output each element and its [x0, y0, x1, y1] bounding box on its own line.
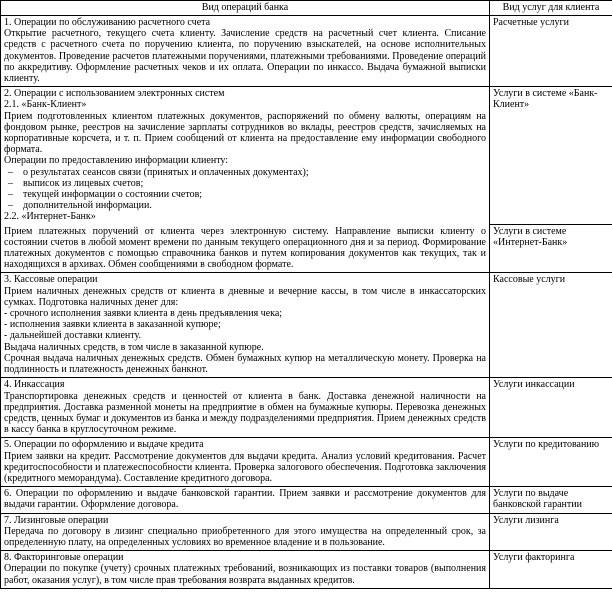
table-row	[1, 273, 612, 378]
table-row	[1, 225, 612, 273]
service-label: Услуги лизинга	[493, 514, 559, 526]
list-item-text: выписок из лицевых счетов;	[23, 177, 144, 189]
row-line: 2.1. «Банк-Клиент»	[4, 99, 87, 111]
service-cell	[490, 378, 612, 438]
row-line: Выдача наличных средств, в том числе в заказанной купюре.	[4, 341, 264, 353]
operations-cell	[1, 87, 490, 225]
table-row	[1, 487, 612, 513]
service-cell	[490, 513, 612, 551]
list-item-text: дополнительной информации.	[23, 200, 152, 212]
table-row	[1, 87, 612, 225]
row-paragraph: Срочная выдача наличных денежных средств. Обмен бумажных купюр на металлическую монету. Проверка на подлинность и платежность денежных банкнот.	[4, 352, 486, 376]
row-line: 1. Операции по обслуживанию расчетного счета	[4, 17, 211, 28]
dash-marker: –	[8, 189, 13, 201]
service-cell	[490, 438, 612, 487]
row-line: 4. Инкассация	[4, 379, 65, 391]
row-line: - дальнейшей доставки клиенту.	[4, 330, 141, 342]
table-row	[1, 551, 612, 589]
row-line: 2.2. «Интернет-Банк»	[4, 211, 96, 223]
list-item-text: о результатах сеансов связи (принятых и оплаченных документах);	[23, 166, 309, 178]
dash-marker: –	[8, 166, 13, 178]
table-header	[1, 1, 612, 16]
row-paragraph: Открытие расчетного, текущего счета клиенту. Зачисление средств на расчетный счет клиента. Списание средств с расчетного счета по поручению клиента, по поручению взыскателей, на основе исполнительных документов. Проведение расчетов платежными поручениями, платежными требованиями. Проведение операций по аккредитиву. Оформление расчетных чеков и их оплата. Операции по инкассо. Выдача бумажной выписки клиенту.	[4, 28, 486, 85]
row-paragraph: Прием платежных поручений от клиента через электронную систему. Направление выписки клиенту о состоянии счетов в любой момент времени по данным текущего операционного дня и за период. Формирование платежных документов с помощью справочника банков и путем копирования документов как текущих, так и находящихся в архивах. Обмен сообщениями в свободном формате.	[4, 225, 486, 271]
row-line: 8. Факторинговые операции	[4, 552, 124, 564]
row-line: 2. Операции с использованием электронных систем	[4, 88, 225, 100]
list-item	[4, 178, 486, 189]
table-row	[1, 438, 612, 487]
list-item	[4, 189, 486, 200]
service-label: Услуги факторинга	[493, 552, 575, 564]
operations-cell	[1, 16, 490, 87]
row-paragraph: Транспортировка денежных средств и ценностей от клиента в банк. Доставка денежной наличности на предприятия. Доставка разменной монеты на предприятие в обмен на бумажные купюры. Перевозка денежных средств, ценных бумаг и документов из банка и между подразделениями предприятия. Прием денежных средств в кассу банка в круглосуточном режиме.	[4, 390, 486, 436]
operations-cell	[1, 378, 490, 438]
service-label: Услуги инкассации	[493, 379, 575, 391]
service-cell	[490, 487, 612, 513]
col-header-services: Вид услуг для клиента	[490, 1, 612, 16]
row-paragraph: Прием наличных денежных средств от клиента в дневные и вечерние кассы, в том числе в инкассаторских сумках. Подготовка наличных денег для:	[4, 285, 486, 308]
service-label: Кассовые услуги	[493, 274, 566, 286]
row-line: - срочного исполнения заявки клиента в день предъявления чека;	[4, 308, 283, 320]
list-item	[4, 200, 486, 211]
service-label: Услуги в системе «Интернет-Банк»	[493, 226, 568, 249]
dash-marker: –	[8, 200, 13, 212]
row-line: 5. Операции по оформлению и выдаче кредита	[4, 439, 204, 451]
service-cell	[490, 225, 612, 273]
row-paragraph: Передача по договору в лизинг специально приобретенного для этого имущества на определенный срок, за определенную плату, на определенных условиях во временное владение и в пользование.	[4, 525, 486, 548]
service-cell	[490, 87, 612, 225]
table-row	[1, 378, 612, 438]
operations-cell	[1, 225, 490, 273]
operations-cell	[1, 551, 490, 589]
col-header-operations: Вид операций банка	[1, 1, 490, 16]
operations-cell	[1, 487, 490, 513]
row-paragraph: Прием подготовленных клиентом платежных документов, распоряжений по обмену валюты, операциям на фондовом рынке, реестров на зачисление зарплаты сотрудников во вклады, реестров средств, зачисляемых на корпоративные корсчета, и т. п. Прием сообщений от клиента на предоставление ему информации свободного формата.	[4, 110, 486, 156]
dash-marker: –	[8, 177, 13, 189]
service-label: Услуги по выдаче банковской гарантии	[493, 488, 582, 511]
row-paragraph: 6. Операции по оформлению и выдаче банковской гарантии. Прием заявки и рассмотрение документов для выдачи гарантии. Оформление договора.	[4, 488, 486, 511]
row-paragraph: Операции по покупке (учету) срочных платежных требований, возникающих из поставки товаров (выполнения работ, оказания услуг), в том числе прав требования возврата выданных кредитов.	[4, 563, 486, 586]
list-item	[4, 167, 486, 178]
service-label: Услуги в системе «Банк-Клиент»	[493, 88, 598, 111]
operations-cell	[1, 273, 490, 378]
row-line: 3. Кассовые операции	[4, 274, 98, 286]
table-row	[1, 16, 612, 87]
operations-cell	[1, 438, 490, 487]
operations-cell	[1, 513, 490, 551]
service-label: Услуги по кредитованию	[493, 439, 600, 451]
service-cell	[490, 273, 612, 378]
row-line: - исполнения заявки клиента в заказанной купюре;	[4, 319, 221, 331]
row-line: Операции по предоставлению информации клиенту:	[4, 155, 229, 167]
row-line: 7. Лизинговые операции	[4, 514, 109, 526]
table-body	[1, 16, 612, 589]
table-row	[1, 513, 612, 551]
service-cell	[490, 551, 612, 589]
header-row	[1, 1, 612, 16]
list-item-text: текущей информации о состоянии счетов;	[23, 189, 203, 201]
row-paragraph: Прием заявки на кредит. Рассмотрение документов для выдачи кредита. Анализ условий кредитования. Расчет кредитоспособности и платежеспособности клиента. Проверка залогового обеспечения. Подготовка заключения (кредитного меморандума). Составление кредитного договора.	[4, 450, 486, 484]
service-label: Расчетные услуги	[493, 17, 569, 28]
service-cell	[490, 16, 612, 87]
